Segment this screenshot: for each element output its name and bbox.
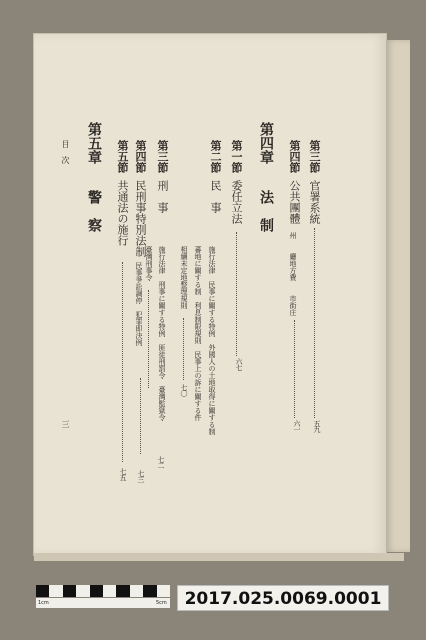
sec1-leader [236,232,237,356]
scale-ruler-labels [36,598,170,608]
sec1-page: 六七 [235,358,243,370]
sec4a-page: 六一 [293,420,301,432]
sec3-page: 五九 [313,420,321,432]
sec2-subtopics-3: 相續未定地整理規則 [180,246,188,309]
sec4b-label: 第四節 [134,140,147,173]
sec4b-title: 民刑事特別法制 [134,180,147,257]
sec3-leader [314,228,315,418]
sec1-label: 第一節 [230,140,243,173]
catalog-number: 2017.025.0069.0001 [177,585,389,611]
ruler-label-start: 1cm [38,600,49,606]
sec5-page: 七五 [119,468,127,480]
ruler-label-end: 5cm [156,600,167,606]
sec4a-label: 第四節 [288,140,301,173]
sec3b-subtopics-1: 施行法律 刑事に關する特例 匪徒刑罰令 臺灣監獄令 [158,246,166,421]
sec1-title: 委任立法 [230,180,243,224]
sec2-subtopics-1: 施行法律 民事に關する特例 外國人の土地取得に關する制 [208,246,216,435]
chap4-title: 法 制 [258,190,274,232]
page-edge [386,40,410,552]
chap5-label: 第五章 [86,122,102,164]
sec4b-leader [140,378,141,454]
sec4b-page: 七三 [137,470,145,482]
page-bottom-edge [34,553,404,561]
sec3b-page: 七二 [157,456,165,468]
sec3b-label: 第三節 [156,140,169,173]
page-number: 三 [61,420,70,428]
sec5-leader [122,262,123,462]
sec2-title: 民 事 [209,180,222,213]
chap5-title: 警 察 [86,190,102,232]
sec4b-subtopics: 民事爭訟調停 犯罪即決例 [135,262,143,346]
sec5-title: 共通法の施行 [116,180,129,246]
sec4a-title: 公共團體 [288,180,301,224]
sec5-label: 第五節 [116,140,129,173]
sec4a-leader [294,320,295,418]
sec2-page: 七〇 [180,384,188,396]
sec3-title: 官署系統 [308,180,321,224]
sec4a-subtopics: 州 廳地方費 市街庄 [289,232,297,316]
chap4-label: 第四章 [258,122,274,164]
sec2-subtopics-2: 蕃地に關する制 利息制限規則 民事上の訴に關する件 [194,246,202,421]
sec3b-leader [148,290,149,388]
sec3b-title: 刑 事 [156,180,169,213]
sec3-label: 第三節 [308,140,321,173]
sec2-label: 第二節 [209,140,222,173]
sec3b-subtopics-2: 臺灣刑事令 [145,246,153,281]
toc-side-label: 目 次 [61,140,70,164]
sec2-leader [183,318,184,380]
